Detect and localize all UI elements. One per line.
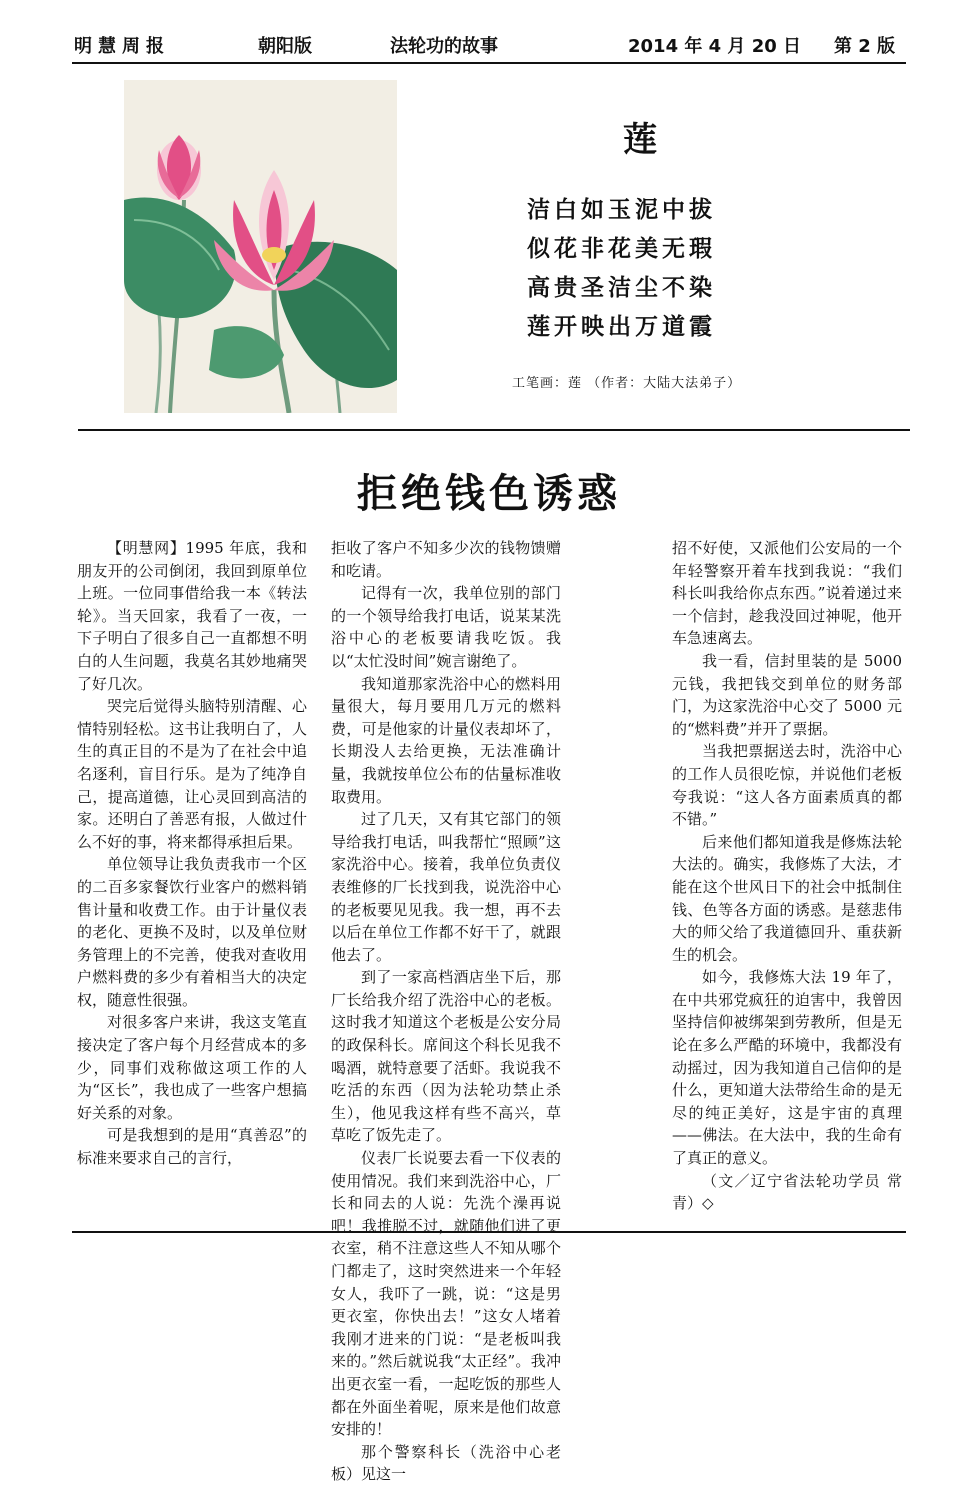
- article-column-3: [672, 537, 902, 1215]
- poem-line: 洁白如玉泥中拔: [527, 196, 716, 223]
- paragraph: 那个警察科长（洗浴中心老板）见这一: [331, 1442, 561, 1484]
- section-label: 法轮功的故事: [390, 36, 498, 57]
- paragraph: 可是我想到的是用“真善忍”的标准来要求自己的言行，: [77, 1126, 307, 1168]
- paragraph: 【明慧网】1995 年底，我和朋友开的公司倒闭，我回到原单位上班。一位同事借给我一本《转法轮》。当天回家，我看了一夜，一下子明白了很多自己一直都想不明白的人生问题，我莫名其妙地痛哭了好几次。: [77, 539, 307, 693]
- paragraph: 当我把票据送去时，洗浴中心的工作人员很吃惊，并说他们老板夸我说：“这人各方面素质真的都不错。”: [672, 742, 902, 829]
- paragraph: 仪表厂长说要去看一下仪表的使用情况。我们来到洗浴中心，厂长和同去的人说：先洗个澡再说吧！我推脱不过，就随他们进了更衣室，稍不注意这些人不知从哪个门都走了，这时突然进来一个年轻女人，我吓了一跳，说：“这是男更衣室，你快出去！”这女人堵着我刚才进来的门说：“是老板叫我来的。”然后就说我“太正经”。我冲出更衣室一看，一起吃饭的那些人都在外面坐着呢，原来是他们故意安排的！: [331, 1149, 561, 1439]
- article-headline: 拒绝钱色诱惑: [357, 471, 621, 517]
- paragraph: 单位领导让我负责我市一个区的二百多家餐饮行业客户的燃料销售计量和收费工作。由于计量仪表的老化、更换不及时，以及单位财务管理上的不完善，使我对查收用户燃料费的多少有着相当大的决定权，随意性很强。: [77, 855, 307, 1009]
- paragraph: 我知道那家洗浴中心的燃料用量很大，每月要用几万元的燃料费，可是他家的计量仪表却坏了，长期没人去给更换，无法准确计量，我就按单位公布的估量标准收取费用。: [331, 674, 561, 806]
- paragraph: 后来他们都知道我是修炼法轮大法的。确实，我修炼了大法，才能在这个世风日下的社会中抵制住钱、色等各方面的诱惑。是慈悲伟大的师父给了我道德回升、重获新生的机会。: [672, 832, 902, 964]
- paragraph: 拒收了客户不知多少次的钱物馈赠和吃请。: [331, 539, 561, 580]
- paragraph: 如今，我修炼大法 19 年了，在中共邪党疯狂的迫害中，我曾因坚持信仰被绑架到劳教所，但是无论在多么严酷的环境中，我都没有动摇过，因为我知道自己信仰的是什么，更知道大法带给生命的是无尽的纯正美好，这是宇宙的真理——佛法。在大法中，我的生命有了真正的意义。: [672, 968, 902, 1168]
- paragraph: 过了几天，又有其它部门的领导给我打电话，叫我帮忙“照顾”这家洗浴中心。接着，我单位负责仪表维修的厂长找到我，说洗浴中心的老板要见见我。我一想，再不去以后在单位工作都不好干了，就跟他去了。: [331, 810, 561, 964]
- paper-name: 明慧周报: [74, 36, 170, 57]
- poem-line: 莲开映出万道霞: [527, 313, 716, 340]
- poem-line: 高贵圣洁尘不染: [527, 274, 716, 301]
- paragraph: 招不好使，又派他们公安局的一个年轻警察开着车找到我说：“我们科长叫我给你点东西。”说着递过来一个信封，趁我没回过神呢，他开车急速离去。: [672, 539, 902, 648]
- page-bottom-rule: [72, 1231, 906, 1233]
- poem-body: [527, 190, 787, 346]
- lotus-painting: [124, 80, 397, 413]
- lotus-painting-svg: [124, 80, 397, 413]
- page-number: 第 2 版: [834, 36, 896, 57]
- paragraph: 记得有一次，我单位别的部门的一个领导给我打电话，说某某洗浴中心的老板要请我吃饭。我以“太忙没时间”婉言谢绝了。: [331, 584, 561, 670]
- author-credit: （文／辽宁省法轮功学员 常青）◇: [672, 1171, 902, 1213]
- article-column-1: [77, 537, 307, 1170]
- paragraph: 到了一家高档酒店坐下后，那厂长给我介绍了洗浴中心的老板。这时我才知道这个老板是公安分局的政保科长。席间这个科长见我不喝酒，就特意要了活虾。我说我不吃活的东西（因为法轮功禁止杀生），他见我这样有些不高兴，草草吃了饭先走了。: [331, 968, 561, 1145]
- issue-date: 2014 年 4 月 20 日: [628, 36, 802, 57]
- poem-line: 似花非花美无瑕: [527, 235, 716, 262]
- paragraph: 哭完后觉得头脑特别清醒、心情特别轻松。这书让我明白了，人生的真正目的不是为了在社会中追名逐利，盲目行乐。是为了纯净自己，提高道德，让心灵回到高洁的家。还明白了善恶有报，人做过什么不好的事，将来都得承担后果。: [77, 697, 307, 851]
- paragraph: 对很多客户来讲，我这支笔直接决定了客户每个月经营成本的多少，同事们戏称做这项工作的人为“区长”，我也成了一些客户想搞好关系的对象。: [77, 1013, 307, 1122]
- masthead: [72, 34, 906, 64]
- section-divider: [78, 429, 910, 431]
- paragraph: 我一看，信封里装的是 5000 元钱，我把钱交到单位的财务部门，为这家洗浴中心交了 5000 元的“燃料费”并开了票据。: [672, 651, 902, 738]
- painting-caption: 工笔画：莲 （作者：大陆大法弟子）: [512, 376, 742, 391]
- article-column-2: [331, 537, 561, 1486]
- edition-label: 朝阳版: [258, 36, 312, 57]
- poem-title: 莲: [623, 120, 657, 160]
